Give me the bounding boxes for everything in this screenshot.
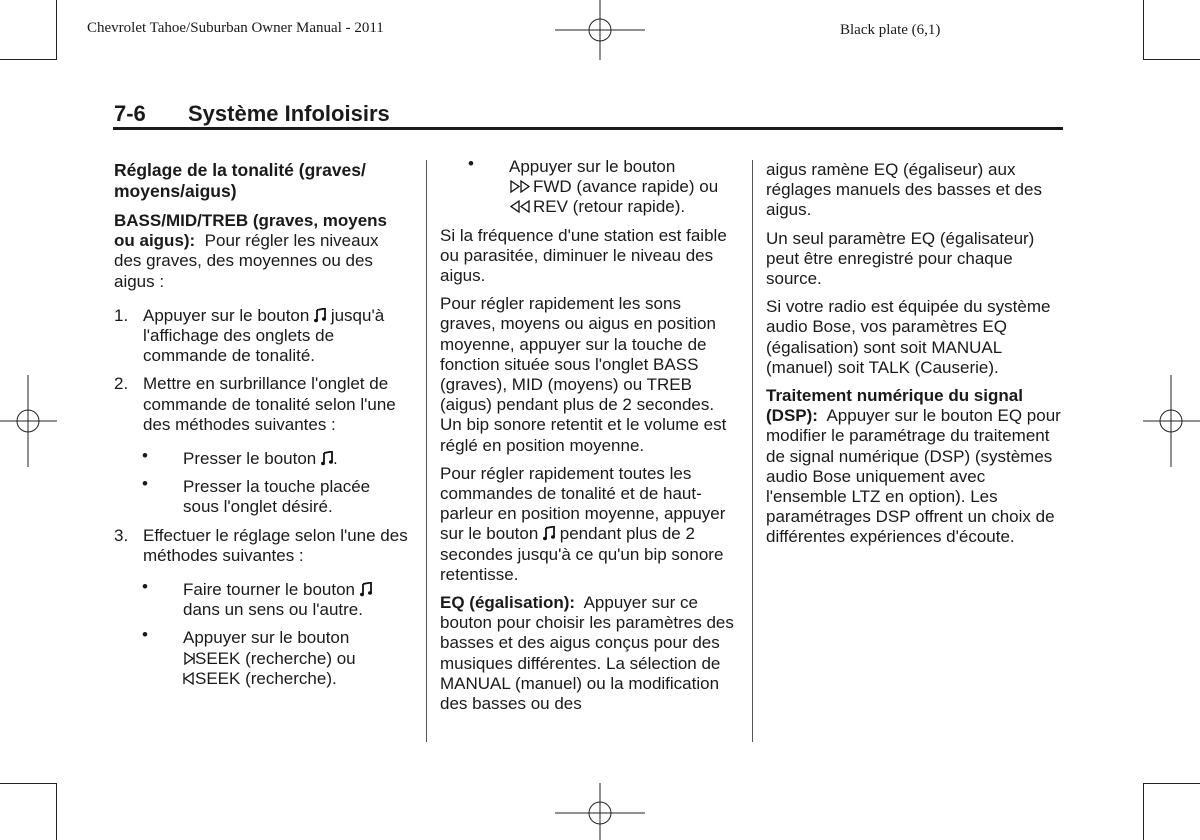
list-text: [143, 306, 410, 367]
list-number: 2.: [114, 374, 129, 394]
bullet-mark: •: [468, 154, 474, 173]
column-1: [114, 160, 410, 697]
bullet-item: [142, 577, 410, 620]
bullet-item: [142, 446, 410, 469]
paragraph: [440, 593, 740, 714]
run-in-label: EQ (égalisation):: [440, 593, 576, 613]
bullet-text: [183, 628, 410, 689]
registration-mark-right: [1143, 375, 1200, 467]
registration-mark-left: [0, 375, 57, 467]
paragraph-part: Pour régler rapidement toutes les commandes de tonalité et de haut-parleur en position moyenne, appuyer sur le bouton: [440, 463, 726, 544]
music-note-icon: [314, 308, 326, 322]
column-divider: [426, 160, 427, 742]
page-title: Système Infoloisirs: [188, 101, 390, 126]
bullet-item: [142, 625, 410, 689]
rewind-icon: [509, 199, 533, 213]
bullet-text-part: Appuyer sur le bouton: [183, 628, 350, 648]
bullet-text-part: SEEK (recherche).: [195, 668, 337, 688]
plate-label: Black plate (6,1): [840, 22, 941, 38]
seek-forward-icon: [183, 651, 195, 665]
column-2: [440, 154, 740, 722]
run-in-label: Traitement numérique du signal (DSP):: [766, 386, 1023, 426]
bullet-text: [183, 449, 410, 469]
music-note-icon: [543, 526, 555, 540]
bullet-text-part: Appuyer sur le bouton: [509, 157, 676, 176]
paragraph: Si la fréquence d'une station est faible ou parasitée, diminuer le niveau des aigus.: [440, 225, 727, 286]
bullet-text-part: Faire tourner le bouton: [183, 580, 355, 600]
music-note-icon: [321, 451, 333, 465]
running-header-title: Chevrolet Tahoe/Suburban Owner Manual - 2011: [87, 20, 384, 36]
bullet-text-part: SEEK (recherche) ou: [195, 648, 356, 668]
paragraph: [766, 386, 1064, 548]
bullet-text-part: dans un sens ou l'autre.: [183, 600, 363, 620]
run-in-label: BASS/MID/TREB (graves, moyens ou aigus):: [114, 211, 388, 251]
section-heading: Réglage de la tonalité (graves/ moyens/aigus): [114, 160, 366, 201]
paragraph: aigus ramène EQ (égaliseur) aux réglages manuels des basses et des aigus.: [766, 160, 1042, 220]
list-text-part: jusqu'à l'affichage des onglets de commande de tonalité.: [143, 305, 385, 366]
paragraph: [440, 464, 740, 585]
registration-mark-bottom: [555, 783, 645, 840]
seek-back-icon: [183, 671, 195, 685]
column-3: [766, 160, 1064, 556]
bullet-text: [183, 580, 410, 620]
list-text: Mettre en surbrillance l'onglet de commande de tonalité selon l'une des méthodes suivantes :: [143, 374, 396, 434]
bullet-mark: •: [142, 577, 148, 597]
paragraph: Un seul paramètre EQ (égalisateur) peut être enregistré pour chaque source.: [766, 228, 1035, 289]
list-number: 1.: [114, 305, 129, 325]
list-number: 3.: [114, 525, 129, 545]
bullet-text-part: REV (retour rapide).: [533, 197, 686, 217]
list-item: [114, 374, 410, 435]
page-number: 7-6: [114, 101, 146, 126]
paragraph-part: pendant plus de 2 secondes jusqu'à ce qu'un bip sonore retentisse.: [440, 524, 724, 584]
bullet-mark: •: [142, 474, 148, 494]
bullet-text: [509, 157, 740, 218]
paragraph-text: Appuyer sur le bouton EQ pour modifier le paramétrage du traitement de signal numérique (DSP) (systèmes audio Bose uniquement avec l'ensemble LTZ en option). Les paramétrages DSP offrent un choix de différentes expériences d'écoute.: [766, 406, 1061, 547]
list-text-part: Appuyer sur le bouton: [143, 305, 310, 325]
paragraph: Si votre radio est équipée du système audio Bose, vos paramètres EQ (égalisation) sont soit MANUAL (manuel) soit TALK (Causerie).: [766, 297, 1051, 377]
registration-mark-top: [555, 0, 645, 60]
title-rule: [113, 127, 1063, 130]
intro-paragraph: [114, 211, 410, 292]
fast-forward-icon: [509, 179, 533, 193]
music-note-icon: [360, 582, 372, 596]
bullet-text-part: FWD (avance rapide) ou: [533, 177, 719, 197]
paragraph-text: Pour régler les niveaux des graves, des moyennes ou des aigus :: [114, 231, 379, 291]
bullet-item: [468, 154, 740, 218]
bullet-text-part: Presser le bouton: [183, 449, 317, 469]
list-text: Effectuer le réglage selon l'une des méthodes suivantes :: [143, 525, 408, 565]
bullet-text-part: .: [332, 449, 338, 469]
bullet-mark: •: [142, 446, 148, 466]
bullet-mark: •: [142, 625, 148, 645]
list-item: [114, 526, 410, 566]
column-divider: [752, 160, 753, 742]
bullet-item: [142, 474, 410, 517]
paragraph: Pour régler rapidement les sons graves, moyens ou aigus en position moyenne, appuyer sur la touche de fonction située sous l'onglet BASS (graves), MID (moyens) ou TREB (aigus) pendant plus de 2 secondes. Un bip sonore retentit et le volume est réglé en position moyenne.: [440, 294, 727, 455]
bullet-text: Presser la touche placée sous l'onglet désiré.: [183, 477, 371, 517]
list-item: [114, 306, 410, 367]
paragraph-text: Appuyer sur ce bouton pour choisir les paramètres des basses et des aigus conçus pour des musiques différentes. La sélection de MANUAL (manuel) ou la modification des basses ou des: [440, 593, 734, 714]
